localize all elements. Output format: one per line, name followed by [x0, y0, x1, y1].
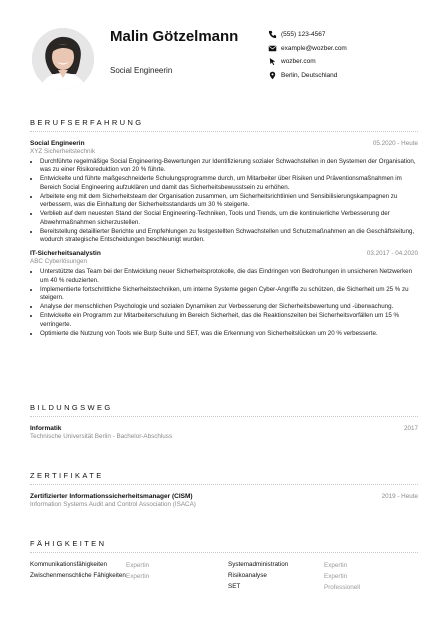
avatar — [32, 28, 94, 90]
skill-level: Expertin — [126, 561, 150, 569]
skill-level: Professionell — [324, 583, 361, 591]
location-icon — [268, 71, 277, 80]
entry-title: IT-Sicherheitsanalystin — [30, 250, 101, 258]
contact-list — [268, 28, 347, 82]
skill-name: Zwischenmenschliche Fähigkeiten — [30, 572, 126, 579]
contact-website — [268, 55, 347, 68]
entry-date: 2017 — [403, 425, 418, 432]
skill-name: Systemadministration — [228, 561, 289, 568]
education-entry — [30, 425, 418, 440]
location-text: Berlin, Deutschland — [281, 71, 338, 79]
bullet-item: • Verblieb auf dem neuesten Stand der Social Engineering-Techniken, Tools und Trends, um die kontinuierliche Verbesserung der Abwehrmaßnahmen sicherzustellen. — [40, 210, 418, 227]
contact-phone — [268, 28, 347, 41]
phone-icon — [268, 30, 277, 39]
entry-organization: ABC Cyberlösungen — [30, 258, 88, 266]
bullet-item: • Unterstützte das Team bei der Entwicklung neuer Sicherheitsprotokolle, die das Eindringen von Bedrohungen in unsicheren Netzwerken um 40 % reduzierten. — [40, 268, 418, 285]
entry-organization: XYZ Sicherheitstechnik — [30, 148, 96, 155]
bullet-item: • Durchführte regelmäßige Social Engineering-Bewertungen zur Identifizierung sozialer Schwachstellen in den Systemen der Organisation, was zu einer Risikoreduktion von 20 % führte. — [40, 158, 418, 175]
skill-level: Expertin — [324, 561, 348, 569]
bullet-item: • Analyse der menschlichen Psychologie und sozialen Dynamiken zur Verbesserung der Sicherheitsbewertung und -überwachung. — [40, 303, 418, 311]
certificates-section — [30, 471, 418, 508]
certificate-entry — [30, 493, 418, 508]
skills-heading: FÄHIGKEITEN — [30, 539, 418, 553]
education-heading: BILDUNGSWEG — [30, 403, 418, 417]
profile-photo — [32, 28, 94, 90]
entry-title: Zertifizierter Informationssicherheitsmanager (CISM) — [30, 493, 193, 500]
experience-heading: BERUFSERFAHRUNG — [30, 118, 418, 132]
candidate-name: Malin Götzelmann — [110, 28, 239, 45]
entry-title: Social Engineerin — [30, 140, 85, 147]
bullet-item: • Arbeitete eng mit dem Sicherheitsteam der Organisation zusammen, um Sicherheitsrichtlinien und Sensibilisierungskampagnen zu verbessern, was die Einhaltung der Sicherheitsstandards um 30 % steigerte. — [40, 193, 418, 210]
skill-name: SET — [228, 583, 241, 590]
skill-name: Kommunikationsfähigkeiten — [30, 561, 108, 568]
bullet-item: • Entwickelte und führte maßgeschneiderte Schulungsprogramme durch, um Mitarbeiter über Risiken und Präventionsmaßnahmen im Bereich Social Engineering aufzuklären und damit das Sicherheitsbewusstsein zu erhöhen. — [40, 175, 418, 192]
experience-entry — [30, 140, 418, 244]
email-icon — [268, 44, 277, 53]
entry-organization: Information Systems Audit and Control Association (ISACA) — [30, 501, 196, 508]
experience-section — [30, 118, 418, 339]
link-icon — [268, 57, 277, 66]
entry-organization: Technische Universität Berlin - Bachelor-Abschluss — [30, 433, 173, 440]
phone-text: (555) 123-4567 — [281, 31, 326, 38]
bullet-item: • Entwickelte ein Programm zur Mitarbeiterschulung im Bereich Sicherheit, das die Reaktionszeiten bei Sicherheitsvorfällen um 15 % verringerte. — [40, 312, 418, 329]
bullet-item: • Optimierte die Nutzung von Tools wie Burp Suite und SET, was die Erkennung von Sicherheitslücken um 20 % verbesserte. — [40, 330, 418, 338]
skills-section — [30, 539, 418, 591]
experience-entry — [30, 250, 418, 338]
skill-level: Expertin — [126, 572, 150, 580]
entry-date: 03.2017 - 04.2020 — [366, 250, 418, 258]
email-text: example@wozber.com — [281, 44, 347, 52]
entry-title: Informatik — [30, 425, 62, 432]
skill-name: Risikoanalyse — [228, 572, 267, 579]
entry-date: 05.2020 - Heute — [372, 140, 418, 147]
skill-level: Expertin — [324, 572, 348, 580]
bullet-list — [30, 268, 418, 338]
contact-location — [268, 69, 347, 82]
job-title: Social Engineerin — [110, 66, 173, 75]
education-section — [30, 403, 418, 440]
website-text: wozber.com — [281, 58, 316, 65]
bullet-item: • Bereitstellung detaillierter Berichte und Empfehlungen zu festgestellten Schwachstellen und Schutzmaßnahmen an die Geschäftsleitung, wodurch strategische Entscheidungen beschleunigt wurden. — [40, 228, 418, 245]
skills-grid — [30, 561, 418, 591]
certificates-heading: ZERTIFIKATE — [30, 471, 418, 485]
bullet-list — [30, 158, 418, 244]
bullet-item: • Implementierte fortschrittliche Sicherheitstechniken, um interne Systeme gegen Cyber-Angriffe zu schützen, die Sicherheit um 25 % zu steigern. — [40, 286, 418, 303]
contact-email — [268, 42, 347, 55]
entry-date: 2019 - Heute — [381, 493, 418, 500]
